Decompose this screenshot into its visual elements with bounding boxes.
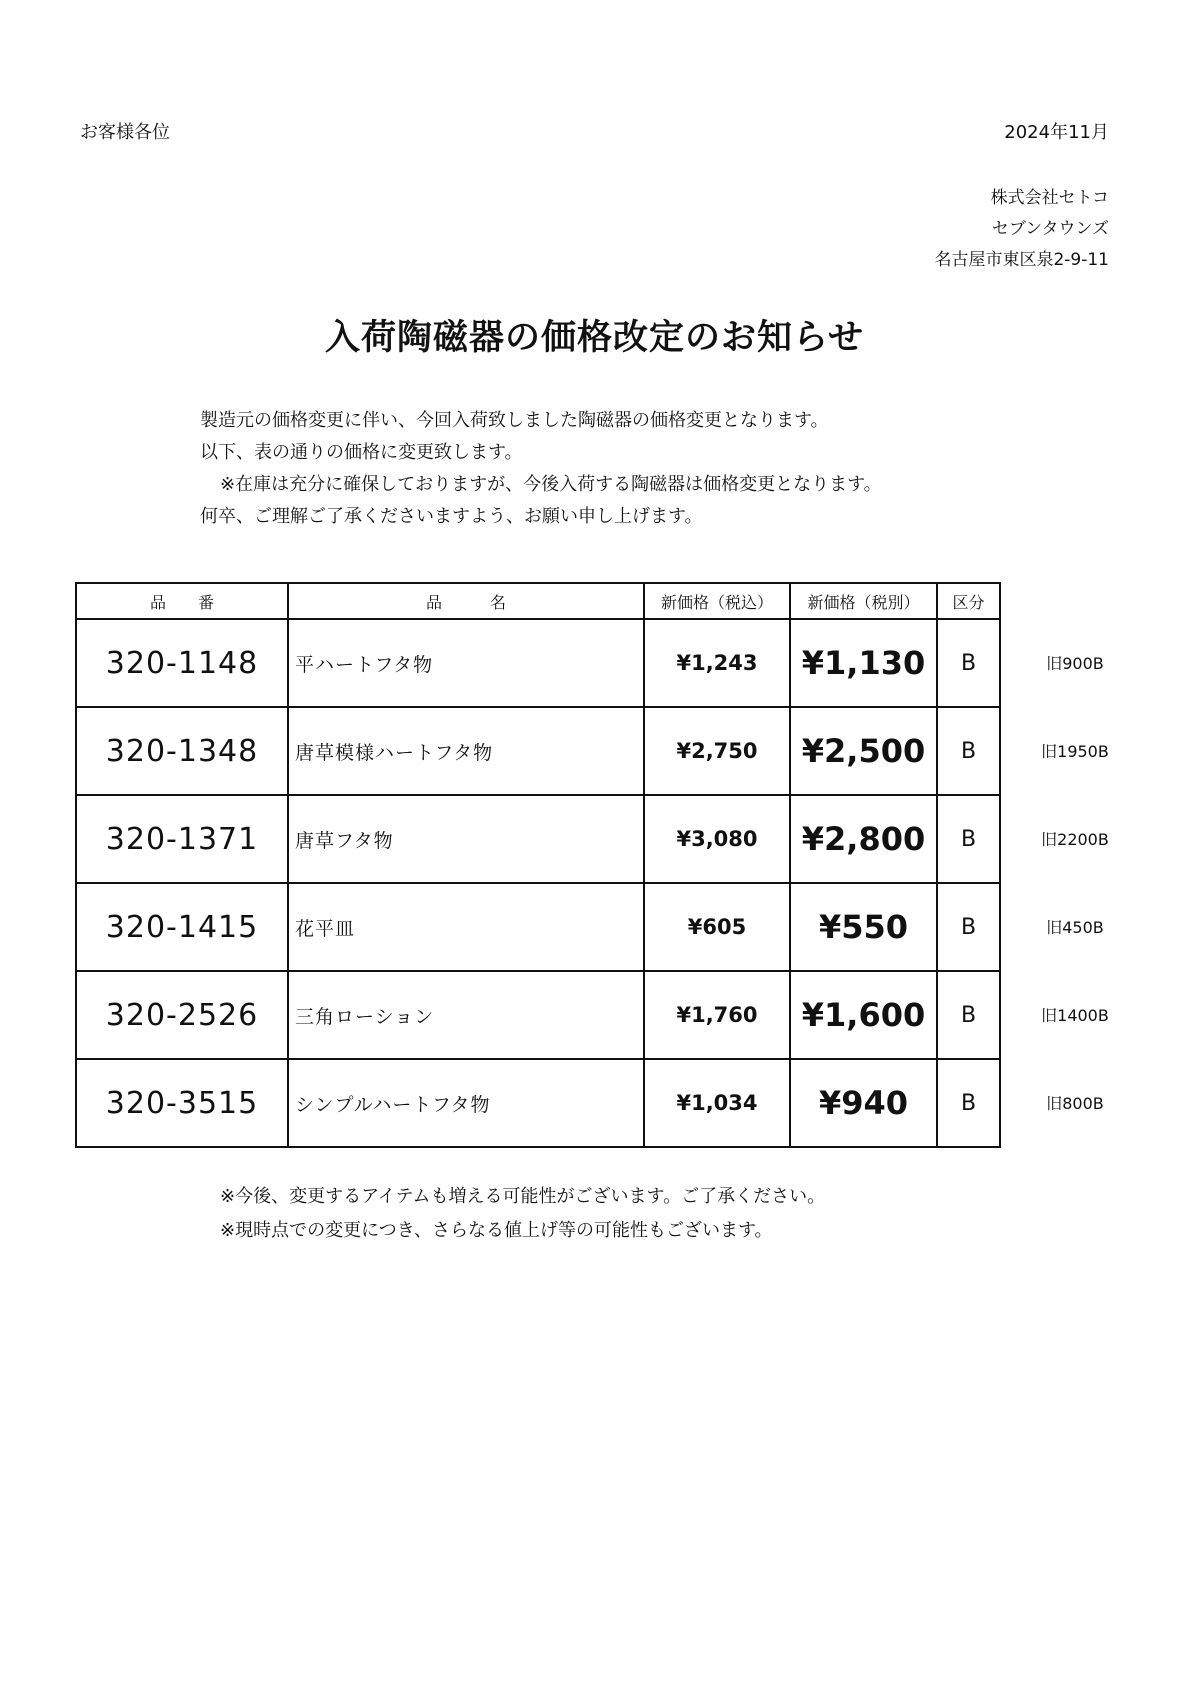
price-incl: ¥1,243 bbox=[644, 619, 790, 707]
price-table bbox=[75, 582, 1001, 1148]
item-code: 320-1371 bbox=[76, 795, 288, 883]
price-incl: ¥3,080 bbox=[644, 795, 790, 883]
table-row bbox=[76, 707, 1000, 795]
table-row bbox=[76, 619, 1000, 707]
price-excl: ¥940 bbox=[790, 1059, 937, 1147]
intro-line: 以下、表の通りの価格に変更致します。 bbox=[200, 442, 523, 463]
item-class: B bbox=[937, 971, 1000, 1059]
old-price-note: 旧450B bbox=[1046, 917, 1104, 937]
old-price-note: 旧900B bbox=[1046, 653, 1104, 673]
old-price-note: 旧1950B bbox=[1041, 741, 1109, 761]
item-class: B bbox=[937, 707, 1000, 795]
item-name: 唐草模様ハートフタ物 bbox=[288, 707, 644, 795]
header-code: 品 番 bbox=[76, 583, 288, 619]
item-class: B bbox=[937, 619, 1000, 707]
table-row bbox=[76, 883, 1000, 971]
item-code: 320-1348 bbox=[76, 707, 288, 795]
item-class: B bbox=[937, 883, 1000, 971]
note-line: ※現時点での変更につき、さらなる値上げ等の可能性もございます。 bbox=[220, 1220, 773, 1241]
table-row bbox=[76, 1059, 1000, 1147]
price-excl: ¥2,800 bbox=[790, 795, 937, 883]
item-name: 三角ローション bbox=[288, 971, 644, 1059]
item-name: 平ハートフタ物 bbox=[288, 619, 644, 707]
price-incl: ¥1,034 bbox=[644, 1059, 790, 1147]
old-price-note: 旧2200B bbox=[1041, 829, 1109, 849]
price-excl: ¥2,500 bbox=[790, 707, 937, 795]
old-price-note: 旧800B bbox=[1046, 1093, 1104, 1113]
note-line: ※今後、変更するアイテムも増える可能性がございます。ご了承ください。 bbox=[220, 1186, 826, 1207]
price-incl: ¥1,760 bbox=[644, 971, 790, 1059]
item-code: 320-3515 bbox=[76, 1059, 288, 1147]
price-incl: ¥605 bbox=[644, 883, 790, 971]
item-code: 320-1148 bbox=[76, 619, 288, 707]
table-row bbox=[76, 795, 1000, 883]
intro-line: ※在庫は充分に確保しておりますが、今後入荷する陶磁器は価格変更となります。 bbox=[220, 474, 882, 495]
sender-address: 名古屋市東区泉2-9-11 bbox=[934, 250, 1109, 270]
header-price-excl: 新価格（税別） bbox=[790, 583, 937, 619]
intro-line: 製造元の価格変更に伴い、今回入荷致しました陶磁器の価格変更となります。 bbox=[200, 410, 829, 431]
issue-date: 2024年11月 bbox=[1004, 122, 1109, 143]
price-excl: ¥1,600 bbox=[790, 971, 937, 1059]
price-excl: ¥550 bbox=[790, 883, 937, 971]
price-incl: ¥2,750 bbox=[644, 707, 790, 795]
header-class: 区分 bbox=[937, 583, 1000, 619]
item-name: 花平皿 bbox=[288, 883, 644, 971]
table-row bbox=[76, 971, 1000, 1059]
old-price-column bbox=[1000, 582, 1150, 1146]
item-code: 320-1415 bbox=[76, 883, 288, 971]
item-name: 唐草フタ物 bbox=[288, 795, 644, 883]
table-header-row bbox=[76, 583, 1000, 619]
item-name: シンプルハートフタ物 bbox=[288, 1059, 644, 1147]
intro-line: 何卒、ご理解ご了承くださいますよう、お願い申し上げます。 bbox=[200, 506, 703, 527]
header-price-incl: 新価格（税込） bbox=[644, 583, 790, 619]
sender-company: 株式会社セトコ bbox=[990, 188, 1109, 208]
footer-notes bbox=[220, 1180, 825, 1248]
price-excl: ¥1,130 bbox=[790, 619, 937, 707]
intro-paragraph bbox=[200, 405, 882, 533]
item-class: B bbox=[937, 795, 1000, 883]
item-code: 320-2526 bbox=[76, 971, 288, 1059]
item-class: B bbox=[937, 1059, 1000, 1147]
page-title: 入荷陶磁器の価格改定のお知らせ bbox=[325, 318, 864, 358]
addressee: お客様各位 bbox=[80, 122, 170, 143]
sender-block bbox=[934, 183, 1109, 276]
old-price-note: 旧1400B bbox=[1041, 1005, 1109, 1025]
header-name: 品 名 bbox=[288, 583, 644, 619]
sender-store: セブンタウンズ bbox=[991, 219, 1109, 239]
